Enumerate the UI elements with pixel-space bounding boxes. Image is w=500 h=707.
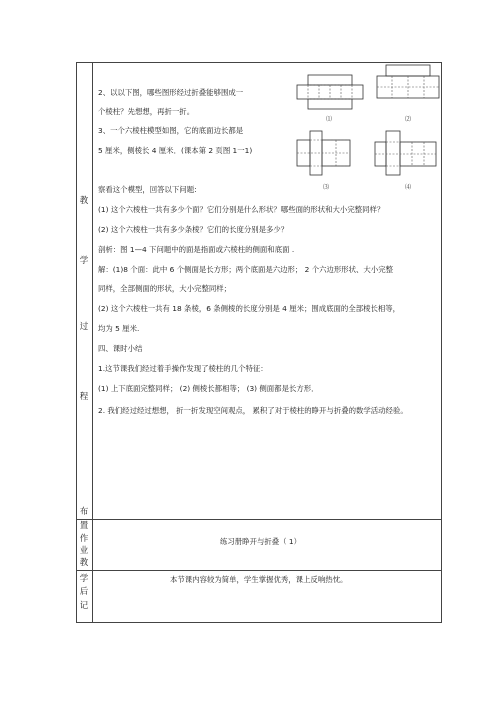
solution-a-line-2: 同样，全部侧面的形状，大小完整同样； xyxy=(98,284,232,293)
question-2-line-1: 2、以以下图，哪些图形经过折叠能够围成一 xyxy=(98,88,244,97)
side-label-ji: 记 xyxy=(79,601,89,611)
side-label-ye: 业 xyxy=(79,546,89,556)
summary-point-1: 1.这节课我们经过着手操作发现了棱柱的几个特征： xyxy=(98,364,268,373)
side-label-jiao2: 教 xyxy=(79,558,89,568)
figure-3-caption: ⑶ xyxy=(322,184,329,191)
row-divider-process xyxy=(76,519,442,520)
side-label-xue: 学 xyxy=(79,256,89,266)
figure-1-caption: ⑴ xyxy=(325,116,332,123)
summary-point-2: 2. 我们经过经过想想， 折一折发现空间观点， 累积了对于棱柱的睁开与折叠的数学活动经验。 xyxy=(98,406,408,415)
side-label-jiao: 教 xyxy=(79,196,89,206)
sub-question-2: (2) 这个六棱柱一共有多少条棱？它们的长度分别是多少？ xyxy=(98,225,289,234)
solution-b-line-1: (2) 这个六棱柱一共有 18 条棱，6 条侧棱的长度分别是 4 厘米；围成底面的全部棱长相等， xyxy=(98,304,401,313)
prism-net-figure-4 xyxy=(374,130,438,178)
question-2-line-2: 个棱柱？先想想，再折一折。 xyxy=(98,107,195,116)
analysis-note: 剖析：图 1—4 下问题中的面是指面或六棱柱的侧面和底面 . xyxy=(98,245,295,254)
homework-text: 练习册睁开与折叠（ 1） xyxy=(220,537,301,546)
table-right-border xyxy=(441,62,442,623)
figure-4-caption: ⑷ xyxy=(404,184,411,191)
solution-a-line-1: 解：(1)8 个面：此中 6 个侧面是长方形；两个底面是六边形； 2 个六边形形状、大小完整 xyxy=(98,265,393,274)
prism-net-figure-1 xyxy=(296,74,364,112)
table-bottom-border xyxy=(76,622,442,623)
question-3-line-1: 3、一个六棱柱模型如图，它的底面边长都是 xyxy=(98,126,244,135)
side-label-cheng: 程 xyxy=(79,392,89,402)
table-divider xyxy=(92,62,93,623)
row-divider-homework xyxy=(76,570,442,571)
side-label-guo: 过 xyxy=(79,322,89,332)
prism-net-figure-3 xyxy=(296,130,352,178)
side-label-hou: 后 xyxy=(79,587,89,597)
observe-prompt: 察看这个模型，回答以下问题: xyxy=(98,185,197,194)
side-label-zhi: 置 xyxy=(79,521,89,531)
side-label-zuo: 作 xyxy=(79,534,89,544)
section-4-heading: 四、课时小结 xyxy=(98,344,143,353)
side-label-bu: 布 xyxy=(79,507,89,517)
question-3-line-2: 5 厘米，侧棱长 4 厘米．(课本第 2 页图 1一1) xyxy=(98,146,253,155)
figure-2-caption: ⑵ xyxy=(404,116,411,123)
sub-question-1: (1) 这个六棱柱一共有多少个面？它们分别是什么形状？哪些面的形状和大小完整同样？ xyxy=(98,205,385,214)
side-label-xue2: 学 xyxy=(79,574,89,584)
table-top-border xyxy=(76,62,442,63)
solution-b-line-2: 均为 5 厘米. xyxy=(98,324,140,333)
reflection-text: 本节课内容较为简单，学生掌握优秀，课上反响热忱。 xyxy=(170,575,348,584)
prism-net-figure-2 xyxy=(376,64,440,112)
summary-features: (1) 上下底面完整同样； (2) 侧棱长都相等； (3) 侧面都是长方形． xyxy=(98,384,319,393)
